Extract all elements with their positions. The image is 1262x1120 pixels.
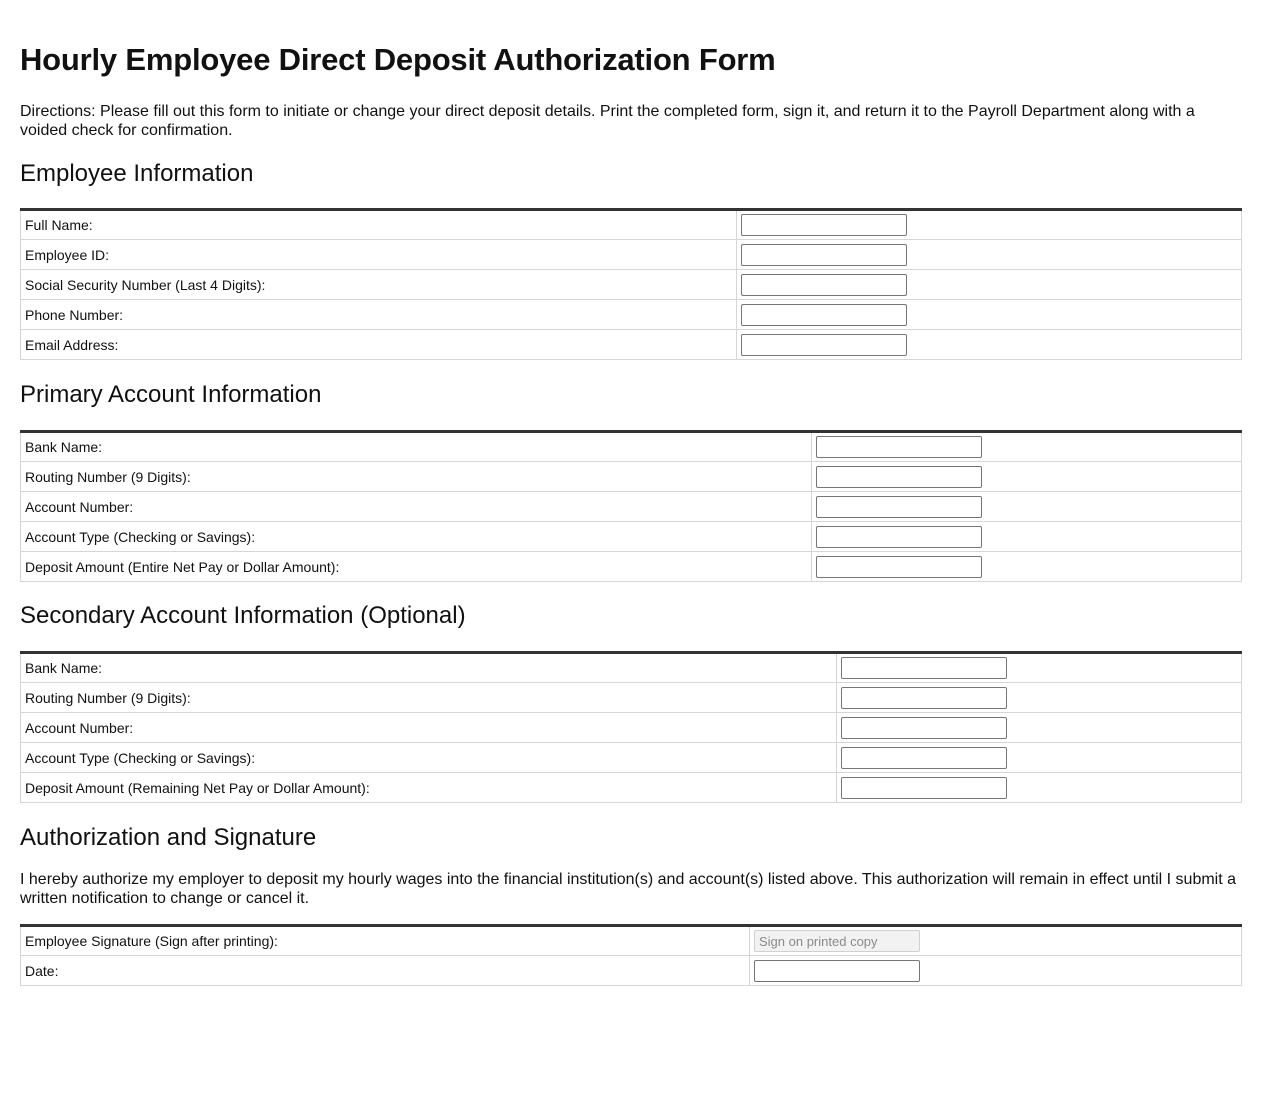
field-cell [737,210,1242,240]
table-row [21,653,1242,683]
table-row [21,240,1242,270]
field-label: Routing Number (9 Digits): [21,462,812,492]
field-label: Employee ID: [21,240,737,270]
field-label: Account Type (Checking or Savings): [21,522,812,552]
field-label: Deposit Amount (Remaining Net Pay or Dollar Amount): [21,773,837,803]
email-address-input[interactable] [741,334,907,356]
field-label: Account Number: [21,492,812,522]
secondary-deposit-amount-input[interactable] [841,777,1007,799]
table-row [21,462,1242,492]
field-cell [812,552,1242,582]
table-row [21,270,1242,300]
secondary-routing-number-input[interactable] [841,687,1007,709]
page-title: Hourly Employee Direct Deposit Authorization Form [20,42,776,77]
table-row [21,713,1242,743]
field-label: Email Address: [21,330,737,360]
primary-routing-number-input[interactable] [816,466,982,488]
primary-deposit-amount-input[interactable] [816,556,982,578]
table-row [21,492,1242,522]
employee-info-table [20,208,1242,360]
authorization-heading: Authorization and Signature [20,824,317,851]
table-row [21,773,1242,803]
primary-account-type-input[interactable] [816,526,982,548]
table-row [21,743,1242,773]
secondary-bank-name-input[interactable] [841,657,1007,679]
field-cell [750,926,1242,956]
table-row [21,522,1242,552]
table-row [21,210,1242,240]
field-cell [812,432,1242,462]
field-label: Deposit Amount (Entire Net Pay or Dollar Amount): [21,552,812,582]
field-label: Full Name: [21,210,737,240]
field-cell [737,240,1242,270]
field-label: Date: [21,956,750,986]
field-label: Bank Name: [21,432,812,462]
field-cell [837,653,1242,683]
authorization-text: I hereby authorize my employer to deposit my hourly wages into the financial institution(s) and account(s) listed above. This authorization will remain in effect until I submit a written notification to change or cancel it. [20,871,1237,907]
secondary-account-number-input[interactable] [841,717,1007,739]
primary-account-table [20,430,1242,582]
field-cell [737,270,1242,300]
secondary-account-heading: Secondary Account Information (Optional) [20,602,466,629]
field-label: Account Number: [21,713,837,743]
field-label: Phone Number: [21,300,737,330]
field-label: Employee Signature (Sign after printing): [21,926,750,956]
field-cell [737,330,1242,360]
field-cell [837,743,1242,773]
secondary-account-table [20,651,1242,803]
secondary-account-type-input[interactable] [841,747,1007,769]
primary-account-heading: Primary Account Information [20,381,322,408]
field-cell [750,956,1242,986]
primary-account-number-input[interactable] [816,496,982,518]
ssn-last4-input[interactable] [741,274,907,296]
directions-text: Directions: Please fill out this form to initiate or change your direct deposit details. Print the completed form, sign it, and return it to the Payroll Department along with a voided check for confirmation. [20,103,1195,139]
field-label: Social Security Number (Last 4 Digits): [21,270,737,300]
field-cell [812,462,1242,492]
full-name-input[interactable] [741,214,907,236]
field-label: Routing Number (9 Digits): [21,683,837,713]
field-cell [812,522,1242,552]
table-row [21,330,1242,360]
field-cell [837,683,1242,713]
table-row [21,926,1242,956]
field-cell [837,713,1242,743]
date-input[interactable] [754,960,920,982]
field-cell [837,773,1242,803]
table-row [21,683,1242,713]
signature-input [754,930,920,952]
field-label: Bank Name: [21,653,837,683]
phone-number-input[interactable] [741,304,907,326]
signature-table [20,924,1242,986]
table-row [21,552,1242,582]
field-cell [812,492,1242,522]
field-label: Account Type (Checking or Savings): [21,743,837,773]
employee-id-input[interactable] [741,244,907,266]
table-row [21,956,1242,986]
primary-bank-name-input[interactable] [816,436,982,458]
table-row [21,432,1242,462]
table-row [21,300,1242,330]
employee-info-heading: Employee Information [20,160,254,187]
field-cell [737,300,1242,330]
